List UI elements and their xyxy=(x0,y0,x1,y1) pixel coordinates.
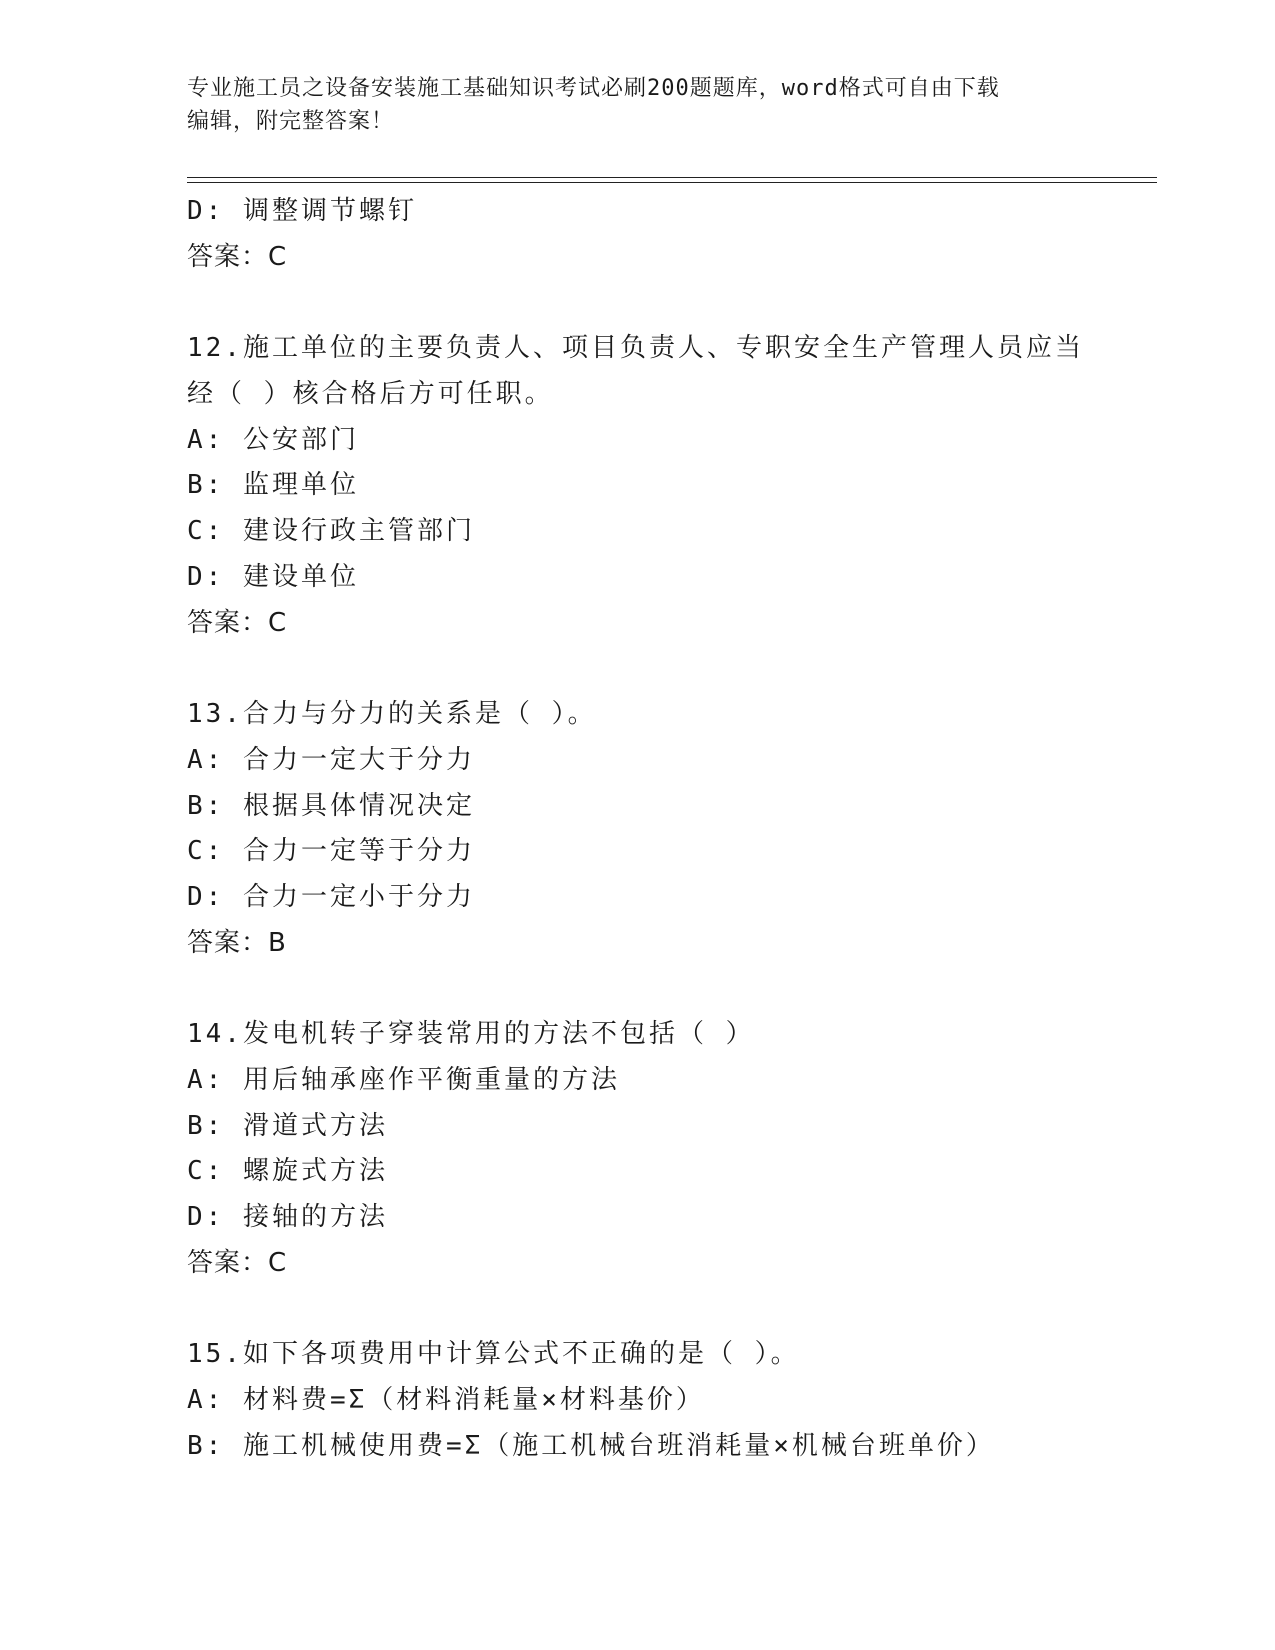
question-12 xyxy=(187,326,1087,646)
option-b: B: 监理单位 xyxy=(187,470,359,501)
option-c: C: 螺旋式方法 xyxy=(187,1156,388,1187)
question-stem: 13.合力与分力的关系是（ ）。 xyxy=(187,699,597,730)
answer-line: 答案：C xyxy=(187,1247,288,1278)
option-b: B: 滑道式方法 xyxy=(187,1110,388,1141)
question-stem: 15.如下各项费用中计算公式不正确的是（ ）。 xyxy=(187,1339,800,1370)
header-divider-top xyxy=(187,177,1157,178)
option-b: B: 施工机械使用费=Σ（施工机械台班消耗量×机械台班单价） xyxy=(187,1430,995,1461)
spacer xyxy=(187,1286,1087,1332)
question-14 xyxy=(187,1012,1087,1286)
document-body xyxy=(187,189,1087,1470)
option-a: A: 合力一定大于分力 xyxy=(187,744,475,775)
option-c: C: 建设行政主管部门 xyxy=(187,516,475,547)
option-d: D: 建设单位 xyxy=(187,561,359,592)
option-d: D: 调整调节螺钉 xyxy=(187,196,417,226)
answer-line: 答案：B xyxy=(187,927,287,958)
header-title-line1: 专业施工员之设备安装施工基础知识考试必刷200题题库，word格式可自由下载 xyxy=(187,76,1000,101)
option-d: D: 接轴的方法 xyxy=(187,1202,388,1233)
answer-line: 答案：C xyxy=(187,241,288,272)
document-header xyxy=(187,72,1087,138)
option-b: B: 根据具体情况决定 xyxy=(187,790,475,821)
question-15 xyxy=(187,1332,1087,1469)
option-a: A: 公安部门 xyxy=(187,424,359,455)
option-d: D: 合力一定小于分力 xyxy=(187,881,475,912)
option-a: A: 用后轴承座作平衡重量的方法 xyxy=(187,1065,620,1095)
question-stem: 14.发电机转子穿装常用的方法不包括（ ） xyxy=(187,1019,755,1050)
option-c: C: 合力一定等于分力 xyxy=(187,836,475,867)
question-stem-continued: 经（ ）核合格后方可任职。 xyxy=(187,379,554,410)
spacer xyxy=(187,966,1087,1012)
header-divider-bottom xyxy=(187,182,1157,183)
question-stem: 12.施工单位的主要负责人、项目负责人、专职安全生产管理人员应当 xyxy=(187,333,1084,364)
header-title-line2: 编辑，附完整答案！ xyxy=(187,109,395,134)
question-13 xyxy=(187,692,1087,966)
spacer xyxy=(187,646,1087,692)
answer-line: 答案：C xyxy=(187,607,288,638)
spacer xyxy=(187,280,1087,326)
option-a: A: 材料费=Σ（材料消耗量×材料基价） xyxy=(187,1385,705,1416)
